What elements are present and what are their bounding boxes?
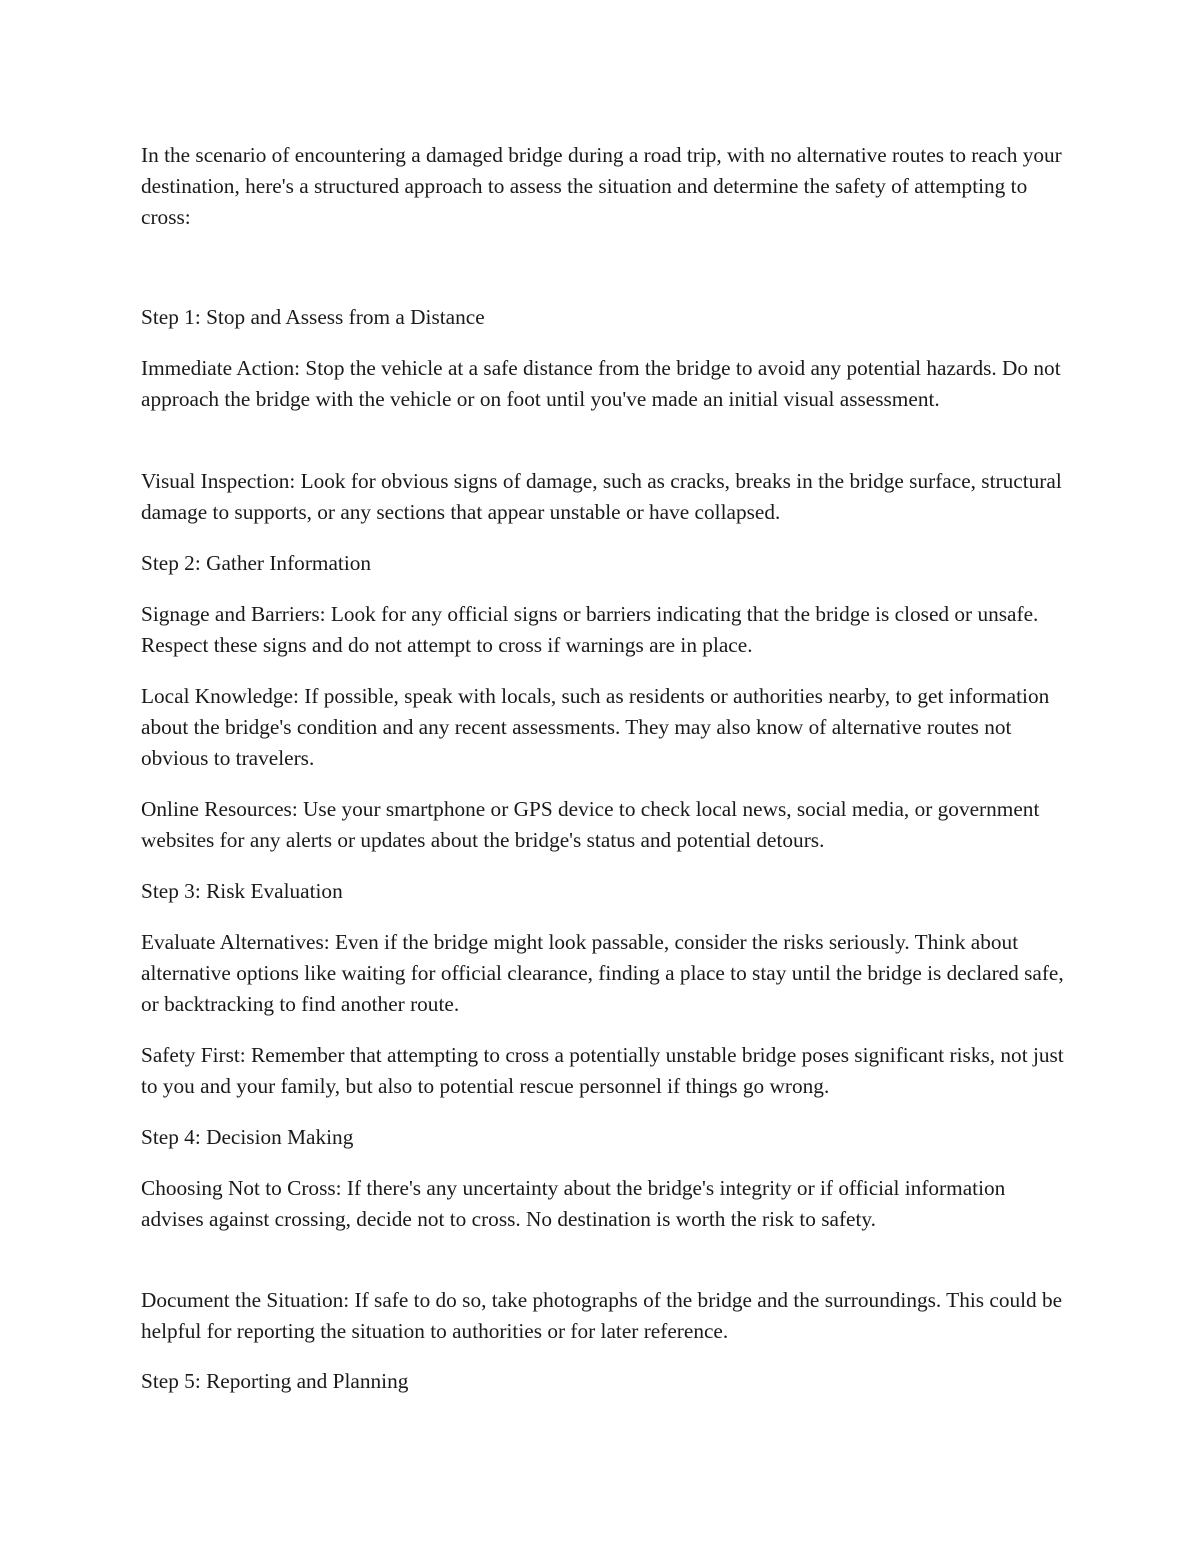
intro-paragraph: In the scenario of encountering a damaged bridge during a road trip, with no alternative routes to reach your destination, here's a structured approach to assess the situation and determine the safety of attempting to cross: <box>141 143 1062 229</box>
step1-visual-inspection-paragraph: Visual Inspection: Look for obvious signs of damage, such as cracks, breaks in the bridge surface, structural damage to supports, or any sections that appear unstable or have collapsed. <box>141 469 1062 524</box>
step2-signage-paragraph: Signage and Barriers: Look for any official signs or barriers indicating that the bridge is closed or unsafe. Respect these signs and do not attempt to cross if warnings are in place. <box>141 602 1039 657</box>
step4-choosing-not-to-cross-paragraph: Choosing Not to Cross: If there's any uncertainty about the bridge's integrity or if official information advises against crossing, decide not to cross. No destination is worth the risk to safety. <box>141 1176 1006 1231</box>
step2-local-knowledge-paragraph: Local Knowledge: If possible, speak with locals, such as residents or authorities nearby, to get information about the bridge's condition and any recent assessments. They may also know of alternative routes not obvious to travelers. <box>141 684 1050 770</box>
step3-heading: Step 3: Risk Evaluation <box>141 879 343 903</box>
step4-document-situation-paragraph: Document the Situation: If safe to do so, take photographs of the bridge and the surroundings. This could be helpful for reporting the situation to authorities or for later reference. <box>141 1288 1063 1343</box>
step2-heading: Step 2: Gather Information <box>141 551 372 575</box>
step3-safety-first-paragraph: Safety First: Remember that attempting to cross a potentially unstable bridge poses significant risks, not just to you and your family, but also to potential rescue personnel if things go wrong. <box>141 1043 1064 1098</box>
step2-online-resources-paragraph: Online Resources: Use your smartphone or GPS device to check local news, social media, or government websites for any alerts or updates about the bridge's status and potential detours. <box>141 797 1040 852</box>
step4-heading: Step 4: Decision Making <box>141 1125 354 1149</box>
step1-immediate-action-paragraph: Immediate Action: Stop the vehicle at a safe distance from the bridge to avoid any potential hazards. Do not approach the bridge with the vehicle or on foot until you've made an initial visual assessment. <box>141 356 1061 411</box>
step3-evaluate-alternatives-paragraph: Evaluate Alternatives: Even if the bridge might look passable, consider the risks seriously. Think about alternative options like waiting for official clearance, finding a place to stay until the bridge is declared safe, or backtracking to find another route. <box>141 930 1064 1016</box>
step5-heading: Step 5: Reporting and Planning <box>141 1369 409 1393</box>
step1-heading: Step 1: Stop and Assess from a Distance <box>141 305 485 329</box>
